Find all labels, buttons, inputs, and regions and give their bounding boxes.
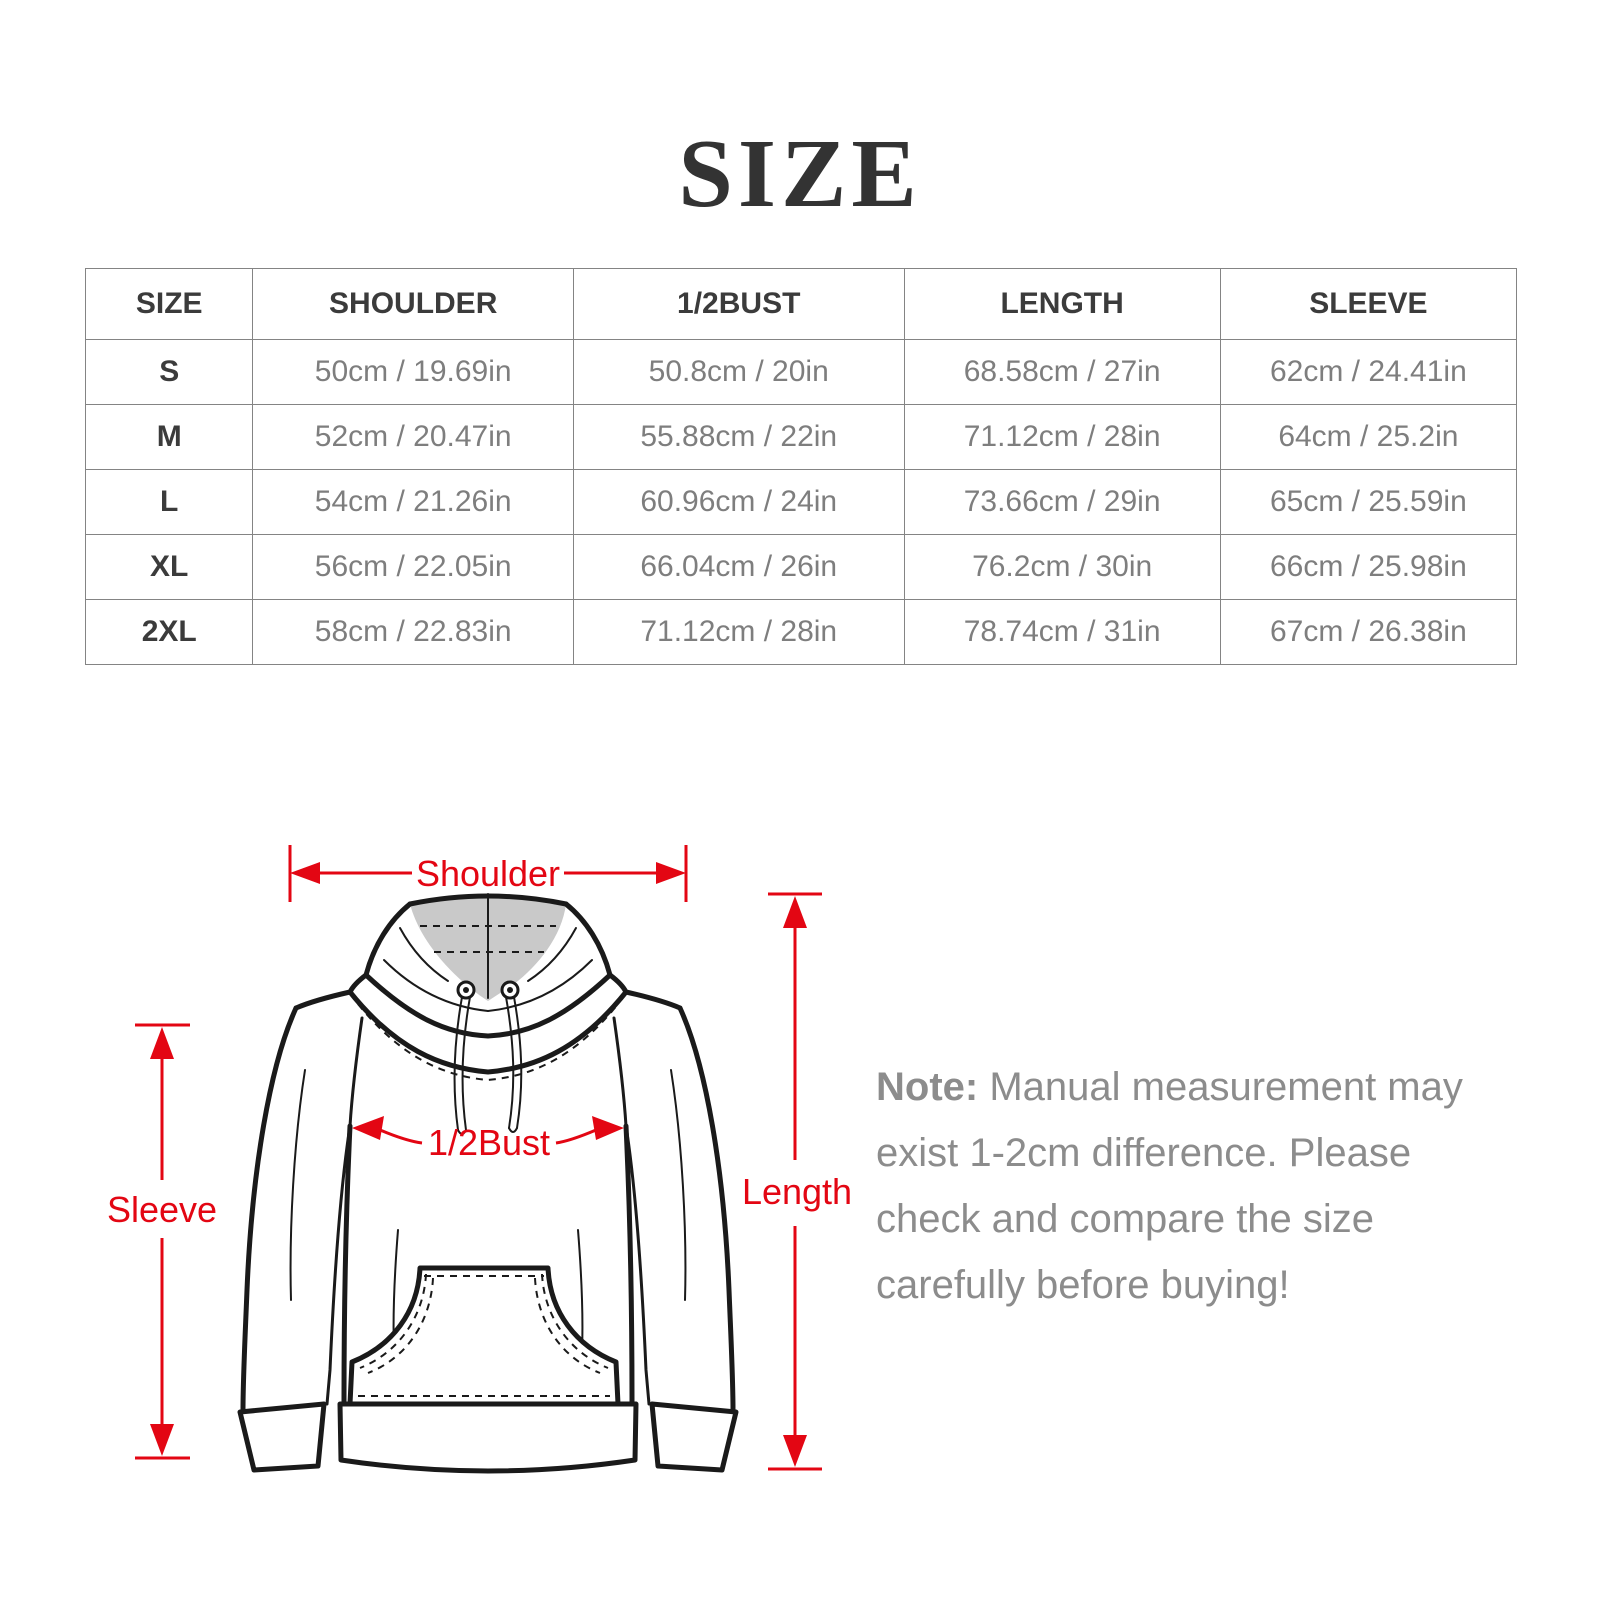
cell-sleeve: 64cm / 25.2in [1220, 405, 1516, 470]
cell-length: 73.66cm / 29in [904, 470, 1220, 535]
cell-sleeve: 65cm / 25.59in [1220, 470, 1516, 535]
cell-shoulder: 54cm / 21.26in [253, 470, 574, 535]
half-bust-label: 1/2Bust [427, 1122, 551, 1163]
shoulder-label: Shoulder [415, 853, 561, 894]
note-label: Note: [876, 1065, 979, 1109]
cell-length: 76.2cm / 30in [904, 535, 1220, 600]
cell-sleeve: 62cm / 24.41in [1220, 340, 1516, 405]
cell-size: XL [86, 535, 253, 600]
size-table [85, 268, 1517, 665]
hoodie-drawing [240, 894, 736, 1471]
cell-bust: 55.88cm / 22in [573, 405, 904, 470]
table-row [86, 340, 1517, 405]
sleeve-measure-arrow [107, 1025, 217, 1458]
half-bust-measure-arrow [352, 1116, 624, 1163]
column-header-size: SIZE [86, 269, 253, 340]
length-label: Length [741, 1171, 853, 1212]
sleeve-label: Sleeve [106, 1189, 218, 1230]
cell-bust: 50.8cm / 20in [573, 340, 904, 405]
page-title: SIZE [678, 120, 922, 228]
column-header-bust: 1/2BUST [573, 269, 904, 340]
cell-length: 71.12cm / 28in [904, 405, 1220, 470]
cell-shoulder: 50cm / 19.69in [253, 340, 574, 405]
cell-size: L [86, 470, 253, 535]
column-header-length: LENGTH [904, 269, 1220, 340]
column-header-shoulder: SHOULDER [253, 269, 574, 340]
note-text [876, 1054, 1508, 1318]
shoulder-measure-arrow [290, 845, 686, 902]
cell-size: S [86, 340, 253, 405]
cell-bust: 66.04cm / 26in [573, 535, 904, 600]
length-measure-arrow [742, 894, 852, 1469]
cell-shoulder: 58cm / 22.83in [253, 600, 574, 665]
hoodie-measurement-diagram [100, 810, 860, 1510]
cell-size: 2XL [86, 600, 253, 665]
table-row [86, 405, 1517, 470]
cell-size: M [86, 405, 253, 470]
cell-sleeve: 66cm / 25.98in [1220, 535, 1516, 600]
table-row [86, 535, 1517, 600]
cell-sleeve: 67cm / 26.38in [1220, 600, 1516, 665]
table-row [86, 600, 1517, 665]
cell-bust: 71.12cm / 28in [573, 600, 904, 665]
table-header-row [86, 269, 1517, 340]
column-header-sleeve: SLEEVE [1220, 269, 1516, 340]
cell-shoulder: 56cm / 22.05in [253, 535, 574, 600]
cell-bust: 60.96cm / 24in [573, 470, 904, 535]
cell-shoulder: 52cm / 20.47in [253, 405, 574, 470]
cell-length: 78.74cm / 31in [904, 600, 1220, 665]
note-body: Manual measurement may exist 1-2cm difference. Please check and compare the size carefully before buying! [876, 1065, 1463, 1307]
cell-length: 68.58cm / 27in [904, 340, 1220, 405]
table-row [86, 470, 1517, 535]
